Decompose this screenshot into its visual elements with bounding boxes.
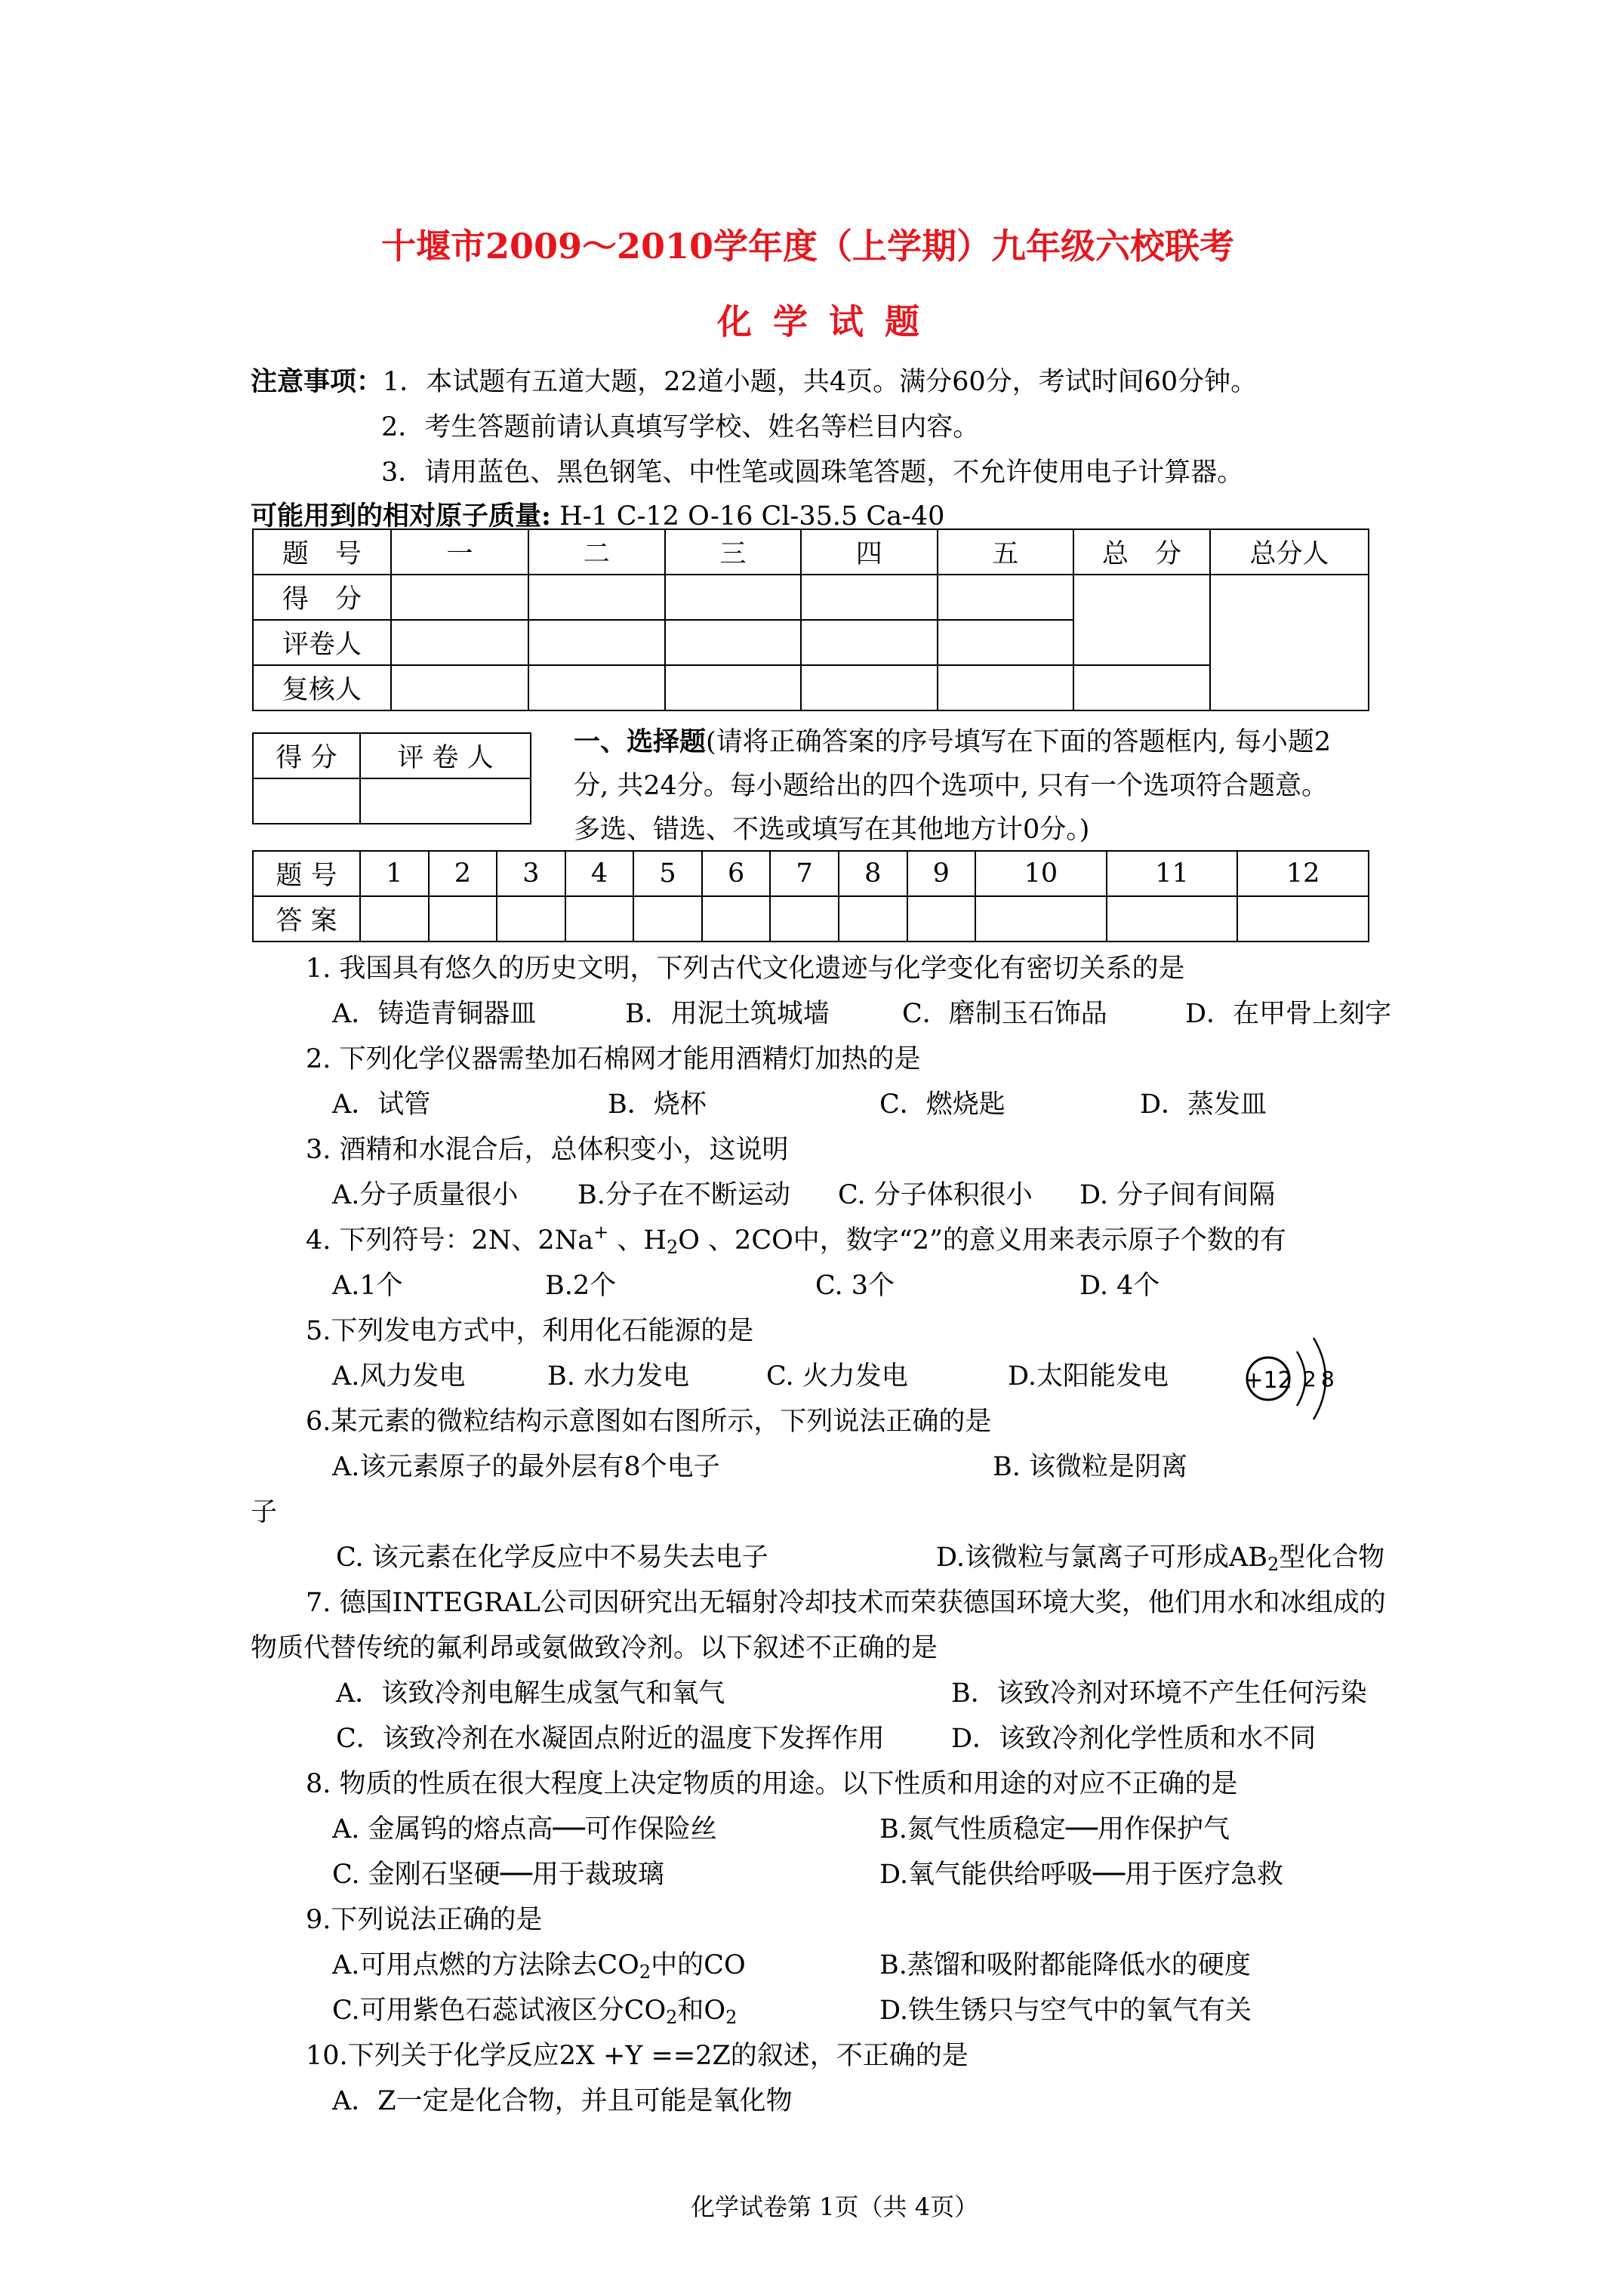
score-table: [252, 529, 1369, 711]
section1-line-1: [574, 721, 1331, 759]
q4-option-d: D. 4个: [1079, 1271, 1160, 1301]
answer-number: 10: [975, 851, 1107, 896]
q9c-text-mid: 和O: [677, 1996, 726, 2026]
question-1: 1. 我国具有悠久的历史文明，下列古代文化遗迹与化学变化有密切关系的是: [306, 954, 1185, 984]
score-table-header: [253, 529, 1369, 575]
q7-option-d: D．该致冷剂化学性质和水不同: [951, 1724, 1317, 1754]
answer-number: 2: [429, 851, 497, 896]
score-cell[interactable]: [528, 620, 664, 665]
q4-subscript: 2: [666, 1237, 679, 1258]
grader-name-label: 评 卷 人: [360, 733, 531, 778]
score-row-label: 得 分: [253, 575, 391, 620]
section1-text-3: 多选、错选、不选或填写在其他地方计0分。): [574, 815, 1090, 845]
shell-1-electrons: 2: [1303, 1367, 1317, 1391]
q2-option-c: C．燃烧匙: [879, 1089, 1006, 1120]
grader-score-cell[interactable]: [253, 778, 360, 824]
atomic-mass-line: [251, 495, 944, 533]
answer-number: 11: [1107, 851, 1238, 896]
score-cell[interactable]: [801, 575, 937, 620]
score-cell[interactable]: [528, 575, 664, 620]
score-cell[interactable]: [665, 665, 801, 710]
q9-option-c: [332, 1989, 737, 2028]
q4-superscript: +: [593, 1222, 609, 1243]
q6-option-a: A.该元素原子的最外层有8个电子: [332, 1452, 720, 1482]
q3-option-a: A.分子质量很小: [332, 1180, 519, 1210]
q4-option-b: B.2个: [545, 1271, 617, 1301]
score-cell[interactable]: [665, 620, 801, 665]
atomic-mass-values: H-1 C-12 O-16 Cl-35.5 Ca-40: [559, 501, 945, 532]
q9-option-a: [332, 1944, 746, 1983]
score-cell[interactable]: [938, 665, 1073, 710]
question-10: 10.下列关于化学反应2X +Y ==2Z的叙述，不正确的是: [306, 2041, 969, 2071]
score-cell[interactable]: [391, 665, 528, 710]
q4-option-a: A.1个: [332, 1271, 403, 1301]
q5-option-d: D.太阳能发电: [1008, 1361, 1169, 1391]
q3-option-d: D. 分子间有间隔: [1079, 1180, 1276, 1210]
q6d-text-pre: D.该微粒与氯离子可形成AB: [936, 1542, 1267, 1573]
question-2: 2. 下列化学仪器需垫加石棉网才能用酒精灯加热的是: [306, 1044, 921, 1074]
answer-cell[interactable]: [633, 896, 702, 942]
q6-option-c: C. 该元素在化学反应中不易失去电子: [336, 1542, 768, 1573]
q5-option-a: A.风力发电: [332, 1361, 466, 1391]
answer-cell[interactable]: [975, 896, 1107, 942]
q3-option-c: C. 分子体积很小: [838, 1180, 1033, 1210]
total-score-cell[interactable]: [1073, 575, 1210, 665]
answer-cell[interactable]: [565, 896, 634, 942]
q4-text-pre: 4. 下列符号：2N、2Na: [306, 1225, 594, 1256]
atom-structure-diagram: [1238, 1329, 1351, 1435]
q8-option-a: A. 金属钨的熔点高──可作保险丝: [332, 1814, 717, 1845]
question-8: 8. 物质的性质在很大程度上决定物质的用途。以下性质和用途的对应不正确的是: [306, 1769, 1238, 1799]
q6-option-d: [936, 1536, 1384, 1575]
answer-cell[interactable]: [497, 896, 565, 942]
question-3: 3. 酒精和水混合后，总体积变小，这说明: [306, 1135, 789, 1165]
answer-cell[interactable]: [1107, 896, 1238, 942]
q10-option-a: A．Z一定是化合物，并且可能是氧化物: [332, 2086, 793, 2116]
notice-label: 注意事项：: [251, 366, 383, 397]
score-header-cell: 三: [665, 529, 801, 575]
score-cell[interactable]: [391, 575, 528, 620]
section1-text-2: 分, 共24分。每小题给出的四个选项中, 只有一个选项符合题意。: [574, 771, 1329, 801]
score-header-cell: 总分人: [1210, 529, 1369, 575]
q9a-text-post: 中的CO: [651, 1950, 746, 1980]
answer-cell[interactable]: [907, 896, 976, 942]
answer-cell[interactable]: [1237, 896, 1369, 942]
q8-option-d: D.氧气能供给呼吸──用于医疗急救: [879, 1860, 1284, 1890]
q1-option-c: C．磨制玉石饰品: [902, 999, 1107, 1029]
question-4: [306, 1219, 1286, 1258]
score-cell[interactable]: [665, 575, 801, 620]
answer-number-row: [253, 851, 1369, 896]
answer-input-row: [253, 896, 1369, 942]
answer-cell[interactable]: [770, 896, 839, 942]
score-cell[interactable]: [391, 620, 528, 665]
q7-option-a: A．该致冷剂电解生成氢气和氧气: [336, 1678, 725, 1709]
q6-option-b-wrap: 子: [251, 1497, 278, 1527]
answer-row1-label: 题 号: [253, 851, 360, 896]
q7-option-c: C．该致冷剂在水凝固点附近的温度下发挥作用: [336, 1724, 885, 1754]
score-cell[interactable]: [801, 665, 937, 710]
score-cell[interactable]: [938, 620, 1073, 665]
answer-number: 9: [907, 851, 976, 896]
q1-option-a: A．铸造青铜器皿: [332, 999, 537, 1029]
score-header-cell: 一: [391, 529, 528, 575]
q9c-subscript-2: 2: [725, 2007, 738, 2028]
score-row: [253, 665, 1369, 710]
score-row-label: 评卷人: [253, 620, 391, 665]
answer-table: [252, 850, 1369, 942]
q6-option-b: B. 该微粒是阴离: [993, 1452, 1187, 1482]
grader-score-label: 得 分: [253, 733, 360, 778]
shell-2-electrons: 8: [1321, 1367, 1335, 1391]
q2-option-d: D．蒸发皿: [1140, 1089, 1267, 1120]
q9c-subscript: 2: [666, 2007, 678, 2028]
grader-box: [252, 732, 531, 824]
q8-option-b: B.氮气性质稳定──用作保护气: [879, 1814, 1230, 1845]
notice-item-3: 3．请用蓝色、黑色钢笔、中性笔或圆珠笔答题，不允许使用电子计算器。: [381, 458, 1244, 488]
answer-number: 7: [770, 851, 839, 896]
q1-option-b: B．用泥土筑城墙: [625, 999, 830, 1029]
q9a-text-pre: A.可用点燃的方法除去CO: [332, 1950, 639, 1980]
q4-option-c: C. 3个: [815, 1271, 895, 1301]
notice-item-1: 1．本试题有五道大题，22道小题，共4页。满分60分，考试时间60分钟。: [383, 367, 1258, 397]
answer-number: 8: [839, 851, 907, 896]
section1-title: 一、选择题: [574, 726, 707, 757]
question-7-line-2: 物质代替传统的氟利昂或氨做致冷剂。以下叙述不正确的是: [251, 1633, 938, 1663]
score-header-cell: 四: [801, 529, 937, 575]
q7-option-b: B．该致冷剂对环境不产生任何污染: [951, 1678, 1367, 1709]
q5-option-b: B. 水力发电: [547, 1361, 689, 1391]
answer-number: 6: [702, 851, 771, 896]
score-cell[interactable]: [528, 665, 664, 710]
score-header-cell: 五: [938, 529, 1073, 575]
question-9: 9.下列说法正确的是: [306, 1905, 543, 1935]
page-footer: 化学试卷第 1页（共 4页）: [691, 2193, 979, 2221]
nucleus-charge: +12: [1244, 1367, 1292, 1394]
q4-text-mid: 、H: [608, 1225, 667, 1256]
score-cell[interactable]: [1073, 665, 1210, 710]
score-header-cell: 题 号: [253, 529, 391, 575]
section1-text-1: (请将正确答案的序号填写在下面的答题框内, 每小题2: [706, 727, 1332, 757]
answer-cell[interactable]: [429, 896, 497, 942]
answer-number: 5: [633, 851, 702, 896]
q6d-subscript: 2: [1267, 1554, 1280, 1575]
q6d-text-post: 型化合物: [1279, 1542, 1385, 1573]
atomic-mass-label: 可能用到的相对原子质量:: [251, 501, 551, 532]
answer-number: 12: [1237, 851, 1369, 896]
grader-name-cell[interactable]: [360, 778, 531, 824]
q9-option-d: D.铁生锈只与空气中的氧气有关: [879, 1996, 1252, 2026]
notice-line-1: [251, 361, 1257, 399]
question-5: 5.下列发电方式中，利用化石能源的是: [306, 1316, 754, 1346]
score-cell[interactable]: [801, 620, 937, 665]
q9-option-b: B.蒸馏和吸附都能降低水的硬度: [879, 1950, 1251, 1980]
answer-number: 1: [360, 851, 429, 896]
exam-subtitle: 化 学 试 题: [717, 301, 925, 342]
q8-option-c: C. 金刚石坚硬──用于裁玻璃: [332, 1860, 664, 1890]
answer-number: 3: [497, 851, 565, 896]
q3-option-b: B.分子在不断运动: [577, 1180, 790, 1210]
exam-title: 十堰市2009～2010学年度（上学期）九年级六校联考: [381, 226, 1235, 267]
answer-number: 4: [565, 851, 634, 896]
answer-row2-label: 答 案: [253, 896, 360, 942]
q9a-subscript: 2: [639, 1962, 651, 1983]
score-header-cell: 二: [528, 529, 664, 575]
total-grader-cell[interactable]: [1210, 575, 1369, 710]
score-cell[interactable]: [938, 575, 1073, 620]
question-6: 6.某元素的微粒结构示意图如右图所示，下列说法正确的是: [306, 1407, 992, 1437]
q2-option-a: A．试管: [332, 1089, 431, 1120]
score-header-cell: 总 分: [1073, 529, 1210, 575]
q2-option-b: B．烧杯: [608, 1089, 707, 1120]
question-7: 7. 德国INTEGRAL公司因研究出无辐射冷却技术而荣获德国环境大奖，他们用水和冰组成的: [306, 1588, 1386, 1618]
score-row-label: 复核人: [253, 665, 391, 710]
q4-text-post: O 、2CO中，数字“2”的意义用来表示原子个数的有: [678, 1225, 1286, 1256]
answer-cell[interactable]: [360, 896, 429, 942]
q9c-text-pre: C.可用紫色石蕊试液区分CO: [332, 1996, 667, 2026]
answer-cell[interactable]: [839, 896, 907, 942]
notice-item-2: 2．考生答题前请认真填写学校、姓名等栏目内容。: [381, 412, 980, 442]
score-row: [253, 575, 1369, 620]
q1-option-d: D．在甲骨上刻字: [1185, 999, 1392, 1029]
answer-cell[interactable]: [702, 896, 771, 942]
q5-option-c: C. 火力发电: [766, 1361, 908, 1391]
